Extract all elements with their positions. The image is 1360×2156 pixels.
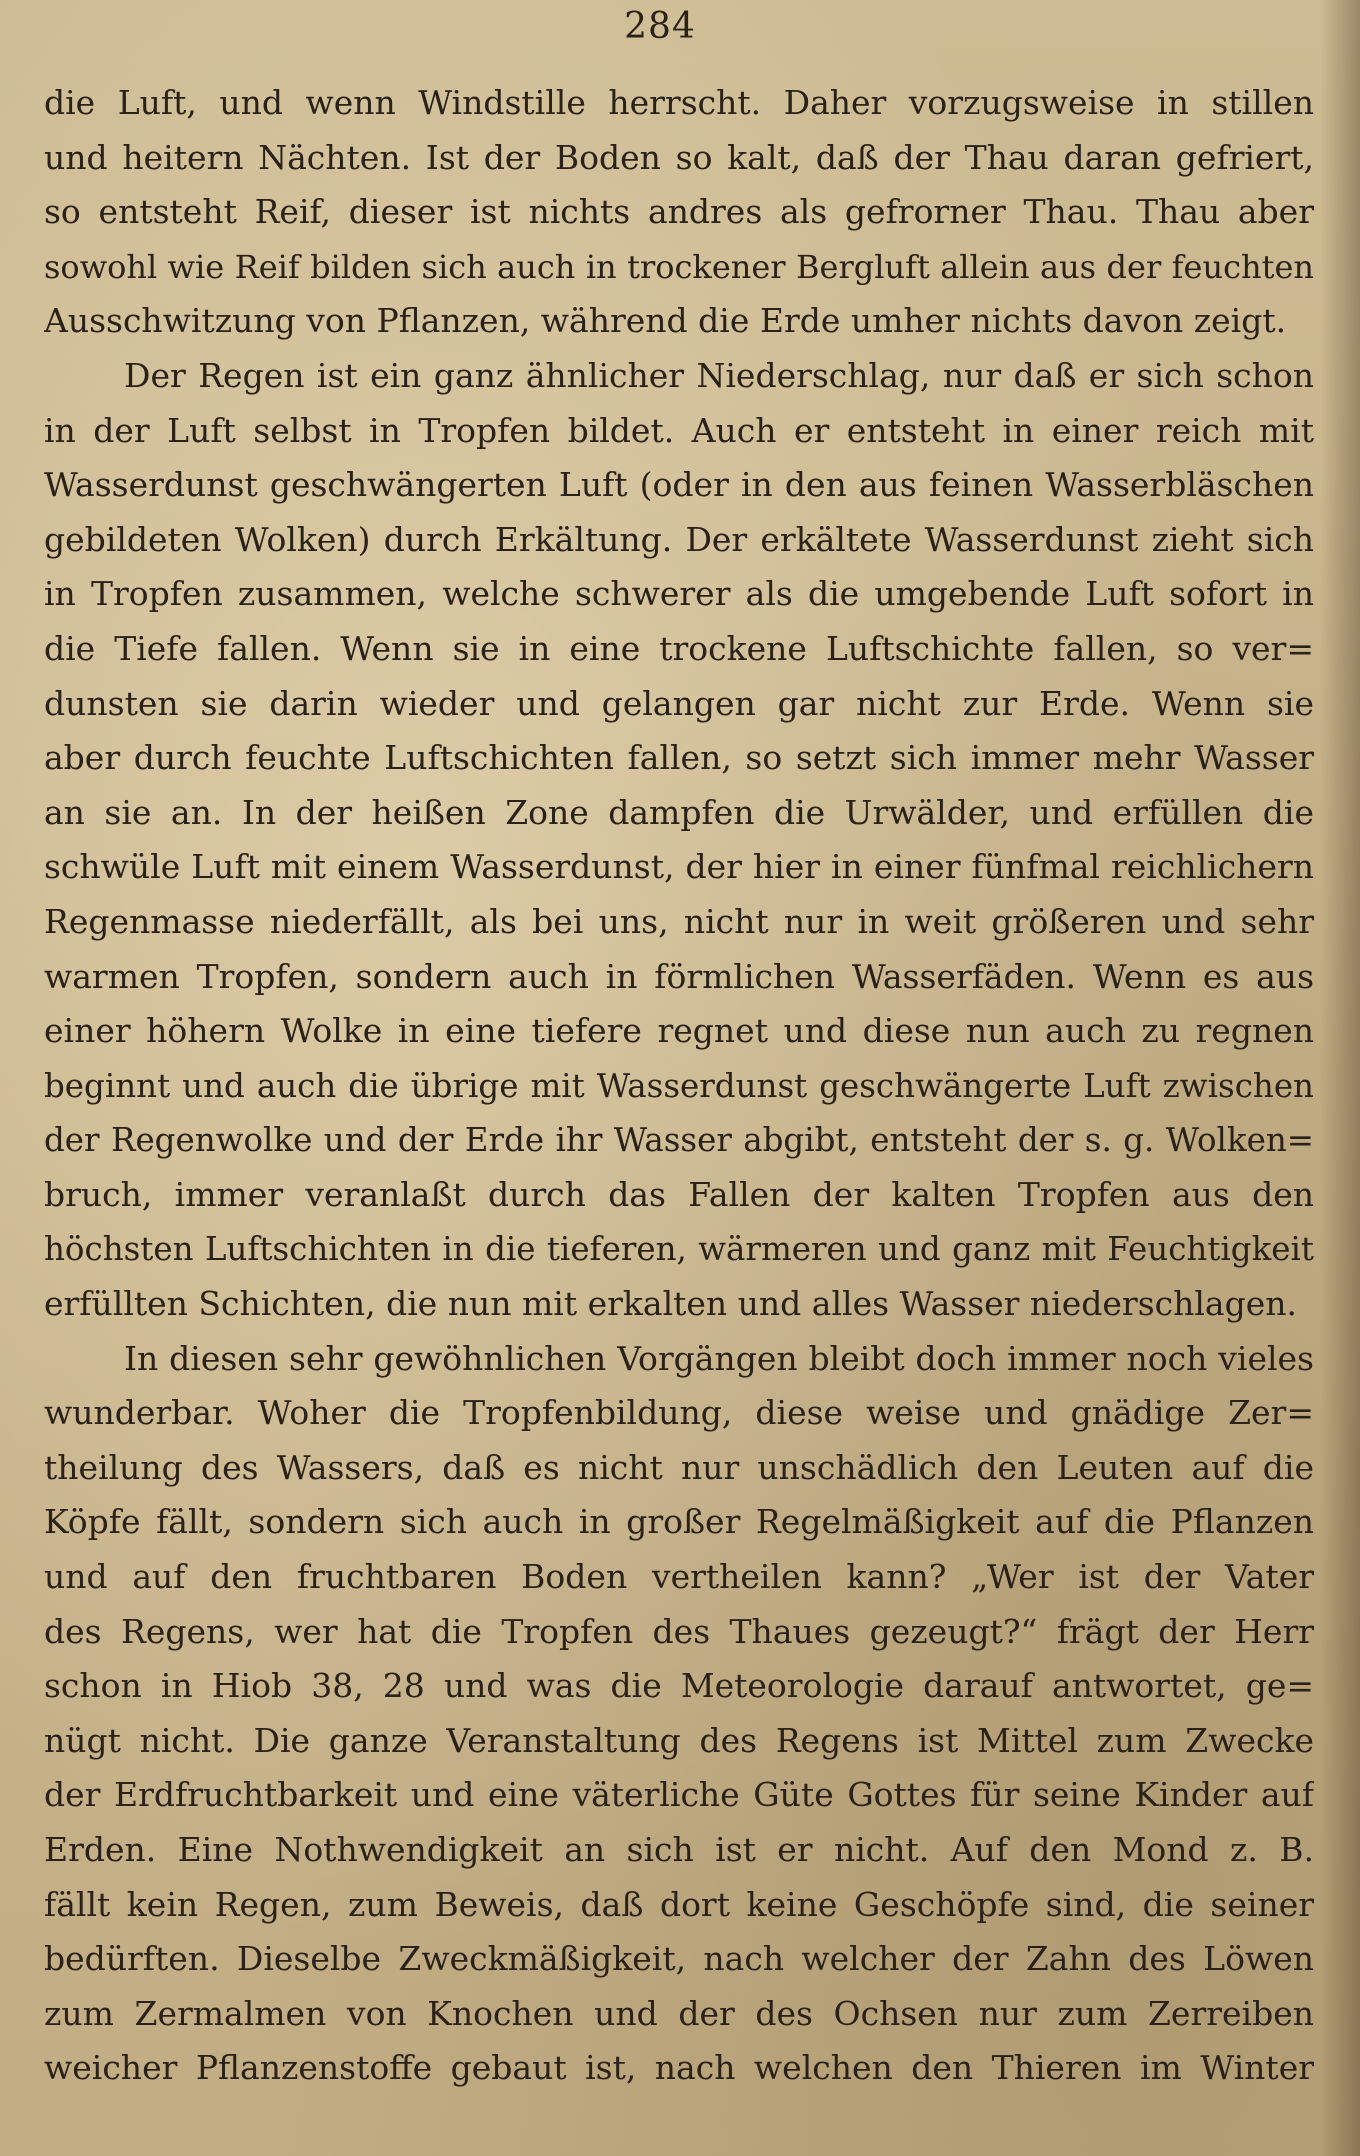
text-line: des Regens, wer hat die Tropfen des Thaues gezeugt?“ frägt der Herr [44,1611,1314,1651]
paragraph [44,1332,1314,2096]
text-line: Der Regen ist ein ganz ähnlicher Niederschlag, nur daß er sich schon [124,355,1314,395]
text-line: die Luft, und wenn Windstille herrscht. Daher vorzugsweise in stillen [44,83,1314,122]
text-line: an sie an. In der heißen Zone dampfen die Urwälder, und erfüllen die [44,792,1314,832]
text-line: Köpfe fällt, sondern sich auch in großer Regelmäßigkeit auf die Pflanzen [44,1502,1314,1542]
text-line: gebildeten Wolken) durch Erkältung. Der erkältete Wasserdunst zieht sich [44,519,1314,559]
text-line: Ausschwitzung von Pflanzen, während die Erde umher nichts davon zeigt. [44,301,1287,341]
text-line: so entsteht Reif, dieser ist nichts andres als gefrorner Thau. Thau aber [44,192,1314,232]
text-line: erfüllten Schichten, die nun mit erkalten und alles Wasser niederschlagen. [44,1284,1297,1324]
text-line: beginnt und auch die übrige mit Wasserdunst geschwängerte Luft zwischen [44,1066,1314,1105]
text-line: wunderbar. Woher die Tropfenbildung, diese weise und gnädige Zer= [44,1393,1314,1433]
text-line: weicher Pflanzenstoffe gebaut ist, nach welchen den Thieren im Winter [44,2048,1314,2088]
text-line: schon in Hiob 38, 28 und was die Meteorologie darauf antwortet, ge= [44,1666,1314,1706]
text-line: fällt kein Regen, zum Beweis, daß dort keine Geschöpfe sind, die seiner [44,1884,1314,1924]
text-line: bruch, immer veranlaßt durch das Fallen der kalten Tropfen aus den [44,1174,1314,1214]
text-line: und auf den fruchtbaren Boden vertheilen kann? „Wer ist der Vater [44,1557,1314,1597]
text-line: Wasserdunst geschwängerten Luft (oder in den aus feinen Wasserbläschen [44,465,1314,505]
text-line: Erden. Eine Nothwendigkeit an sich ist er nicht. Auf den Mond z. B. [44,1830,1314,1869]
text-line: sowohl wie Reif bilden sich auch in trockener Bergluft allein aus der feuchten [44,247,1314,286]
page-number: 284 [624,6,696,47]
text-line: der Erdfruchtbarkeit und eine väterliche Güte Gottes für seine Kinder auf [44,1775,1314,1815]
page-edge-shadow [1320,0,1360,2156]
text-line: höchsten Luftschichten in die tieferen, wärmeren und ganz mit Feuchtigkeit [44,1230,1314,1269]
text-line: In diesen sehr gewöhnlichen Vorgängen bleibt doch immer noch vieles [124,1338,1314,1378]
text-line: theilung des Wassers, daß es nicht nur unschädlich den Leuten auf die [44,1447,1314,1487]
text-line: schwüle Luft mit einem Wasserdunst, der hier in einer fünfmal reichlichern [44,847,1314,887]
body-text [44,76,1314,2096]
text-line: dunsten sie darin wieder und gelangen gar nicht zur Erde. Wenn sie [44,683,1314,723]
text-line: die Tiefe fallen. Wenn sie in eine trockene Luftschichte fallen, so ver= [44,628,1314,668]
paragraph [44,76,1314,349]
text-line: zum Zermalmen von Knochen und der des Ochsen nur zum Zerreiben [44,1993,1314,2033]
text-line: warmen Tropfen, sondern auch in förmlichen Wasserfäden. Wenn es aus [44,956,1314,996]
paragraph [44,349,1314,1332]
text-line: Regenmasse niederfällt, als bei uns, nicht nur in weit größeren und sehr [44,901,1314,941]
text-line: nügt nicht. Die ganze Veranstaltung des Regens ist Mittel zum Zwecke [44,1720,1314,1760]
text-line: und heitern Nächten. Ist der Boden so kalt, daß der Thau daran gefriert, [44,137,1314,177]
text-line: aber durch feuchte Luftschichten fallen, so setzt sich immer mehr Wasser [44,738,1314,778]
text-line: der Regenwolke und der Erde ihr Wasser abgibt, entsteht der s. g. Wolken= [44,1121,1314,1160]
text-line: einer höhern Wolke in eine tiefere regnet und diese nun auch zu regnen [44,1011,1314,1051]
text-line: bedürften. Dieselbe Zweckmäßigkeit, nach welcher der Zahn des Löwen [44,1939,1314,1979]
text-line: in Tropfen zusammen, welche schwerer als die umgebende Luft sofort in [44,574,1314,614]
text-line: in der Luft selbst in Tropfen bildet. Auch er entsteht in einer reich mit [44,410,1314,450]
